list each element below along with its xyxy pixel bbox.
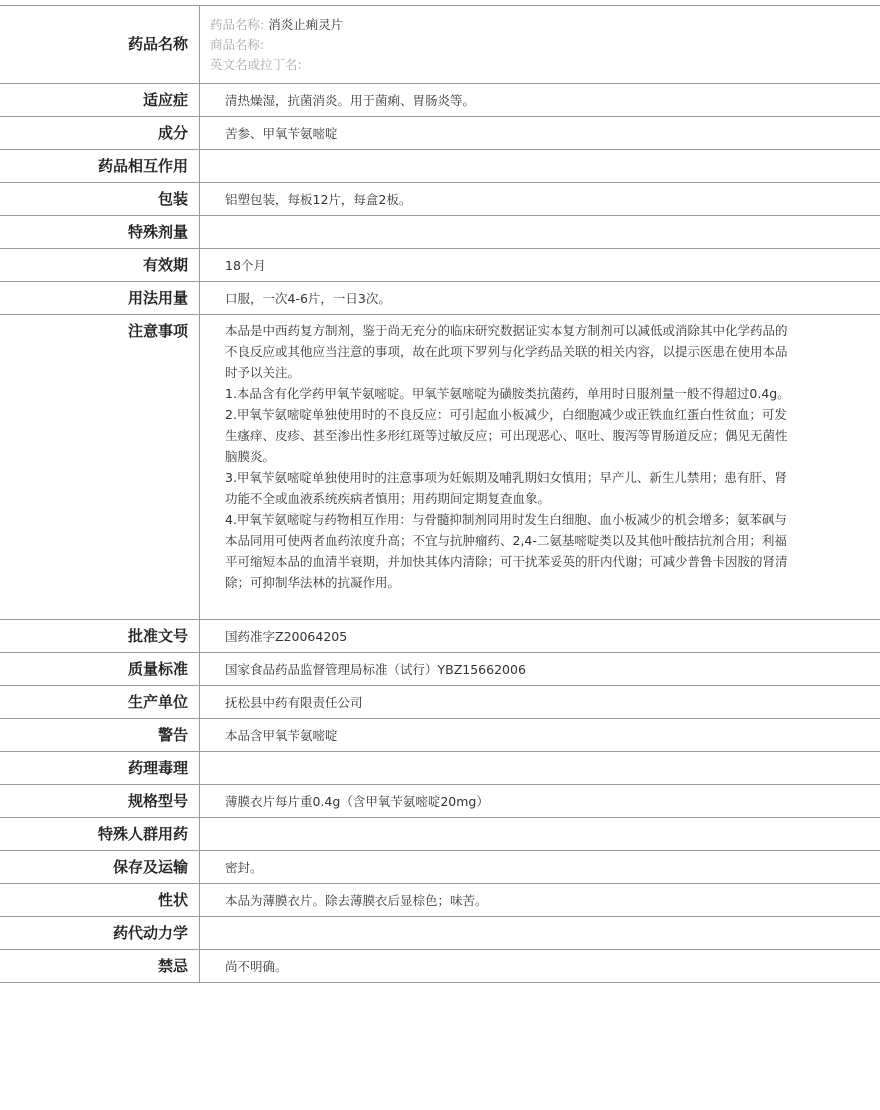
drug-interactions-row bbox=[0, 150, 880, 183]
precautions-cell bbox=[200, 315, 880, 619]
row-label: 药品名称 bbox=[0, 6, 200, 83]
row-value: 国家食品药品监督管理局标准（试行）YBZ15662006 bbox=[225, 662, 526, 677]
generic-name-label: 药品名称: bbox=[210, 17, 265, 32]
generic-name-line bbox=[210, 15, 790, 35]
row-label: 包装 bbox=[0, 183, 200, 215]
row-value: 尚不明确。 bbox=[225, 959, 288, 974]
approval-number-row bbox=[0, 620, 880, 653]
ingredients-row bbox=[0, 117, 880, 150]
row-value: 本品为薄膜衣片。除去薄膜衣后显棕色；味苦。 bbox=[225, 893, 488, 908]
row-label: 生产单位 bbox=[0, 686, 200, 718]
row-label: 用法用量 bbox=[0, 282, 200, 314]
precaution-paragraph: 4.甲氧苄氨嘧啶与药物相互作用：与骨髓抑制剂同用时发生白细胞、血小板减少的机会增多；氨苯砜与本品同用可使两者血药浓度升高；不宜与抗肿瘤药、2,4-二氨基嘧啶类以及其他叶酸拮抗剂合用；利福平可缩短本品的血清半衰期，并加快其体内清除；可干扰苯妥英的肝内代谢；可减少普鲁卡因胺的肾清除；可抑制华法林的抗凝作用。 bbox=[225, 512, 788, 590]
english-name-line bbox=[210, 55, 790, 75]
row-label: 特殊剂量 bbox=[0, 216, 200, 248]
row-label: 注意事项 bbox=[0, 315, 200, 619]
row-label: 成分 bbox=[0, 117, 200, 149]
indications-row bbox=[0, 84, 880, 117]
row-value: 密封。 bbox=[225, 860, 263, 875]
precaution-paragraph: 本品是中西药复方制剂，鉴于尚无充分的临床研究数据证实本复方制剂可以减低或消除其中化学药品的不良反应或其他应当注意的事项，故在此项下罗列与化学药品关联的相关内容，以提示医患在使用本品时予以关注。 bbox=[225, 323, 788, 380]
row-value: 国药准字Z20064205 bbox=[225, 629, 348, 644]
row-value: 18个月 bbox=[225, 258, 266, 273]
drug-name-row bbox=[0, 6, 880, 84]
pharmacokinetics-row bbox=[0, 917, 880, 950]
row-label: 质量标准 bbox=[0, 653, 200, 685]
drug-info-table bbox=[0, 5, 880, 983]
storage-row bbox=[0, 851, 880, 884]
precaution-paragraph: 3.甲氧苄氨嘧啶单独使用时的注意事项为妊娠期及哺乳期妇女慎用；早产儿、新生儿禁用；患有肝、肾功能不全或血液系统疾病者慎用；用药期间定期复查血象。 bbox=[225, 470, 787, 506]
row-label: 药品相互作用 bbox=[0, 150, 200, 182]
row-label: 保存及运输 bbox=[0, 851, 200, 883]
row-value bbox=[200, 917, 880, 949]
row-value: 铝塑包装，每板12片，每盒2板。 bbox=[225, 192, 412, 207]
dosage-row bbox=[0, 282, 880, 315]
trade-name-label: 商品名称: bbox=[210, 37, 265, 52]
quality-standard-row bbox=[0, 653, 880, 686]
row-value: 清热燥湿，抗菌消炎。用于菌痢、胃肠炎等。 bbox=[225, 93, 476, 108]
row-value bbox=[200, 216, 880, 248]
precaution-paragraph: 2.甲氧苄氨嘧啶单独使用时的不良反应：可引起血小板减少，白细胞减少或正铁血红蛋白性贫血；可发生瘙痒、皮疹、甚至渗出性多形红斑等过敏反应；可出现恶心、呕吐、腹泻等胃肠道反应；偶见无菌性脑膜炎。 bbox=[225, 407, 788, 464]
row-value bbox=[200, 752, 880, 784]
row-value bbox=[200, 150, 880, 182]
row-label: 批准文号 bbox=[0, 620, 200, 652]
row-value: 口服，一次4-6片，一日3次。 bbox=[225, 291, 391, 306]
row-label: 药理毒理 bbox=[0, 752, 200, 784]
row-label: 警告 bbox=[0, 719, 200, 751]
packaging-row bbox=[0, 183, 880, 216]
special-dosage-row bbox=[0, 216, 880, 249]
drug-name-cell bbox=[200, 6, 880, 83]
row-label: 禁忌 bbox=[0, 950, 200, 982]
row-label: 适应症 bbox=[0, 84, 200, 116]
precaution-paragraph: 1.本品含有化学药甲氧苄氨嘧啶。甲氧苄氨嘧啶为磺胺类抗菌药，单用时日服剂量一般不得超过0.4g。 bbox=[225, 386, 790, 401]
specification-row bbox=[0, 785, 880, 818]
description-row bbox=[0, 884, 880, 917]
row-label: 性状 bbox=[0, 884, 200, 916]
row-label: 药代动力学 bbox=[0, 917, 200, 949]
row-value bbox=[200, 818, 880, 850]
contraindications-row bbox=[0, 950, 880, 983]
trade-name-line bbox=[210, 35, 790, 55]
warning-row bbox=[0, 719, 880, 752]
row-value: 薄膜衣片每片重0.4g（含甲氧苄氨嘧啶20mg） bbox=[225, 794, 489, 809]
row-value: 本品含甲氧苄氨嘧啶 bbox=[225, 728, 338, 743]
row-label: 有效期 bbox=[0, 249, 200, 281]
special-population-row bbox=[0, 818, 880, 851]
shelf-life-row bbox=[0, 249, 880, 282]
precautions-row bbox=[0, 315, 880, 620]
row-value: 苦参、甲氧苄氨嘧啶 bbox=[225, 126, 338, 141]
row-value: 抚松县中药有限责任公司 bbox=[225, 695, 363, 710]
manufacturer-row bbox=[0, 686, 880, 719]
row-label: 特殊人群用药 bbox=[0, 818, 200, 850]
row-label: 规格型号 bbox=[0, 785, 200, 817]
pharmacology-row bbox=[0, 752, 880, 785]
generic-name-value: 消炎止痢灵片 bbox=[268, 17, 344, 32]
english-name-label: 英文名或拉丁名: bbox=[210, 57, 302, 72]
